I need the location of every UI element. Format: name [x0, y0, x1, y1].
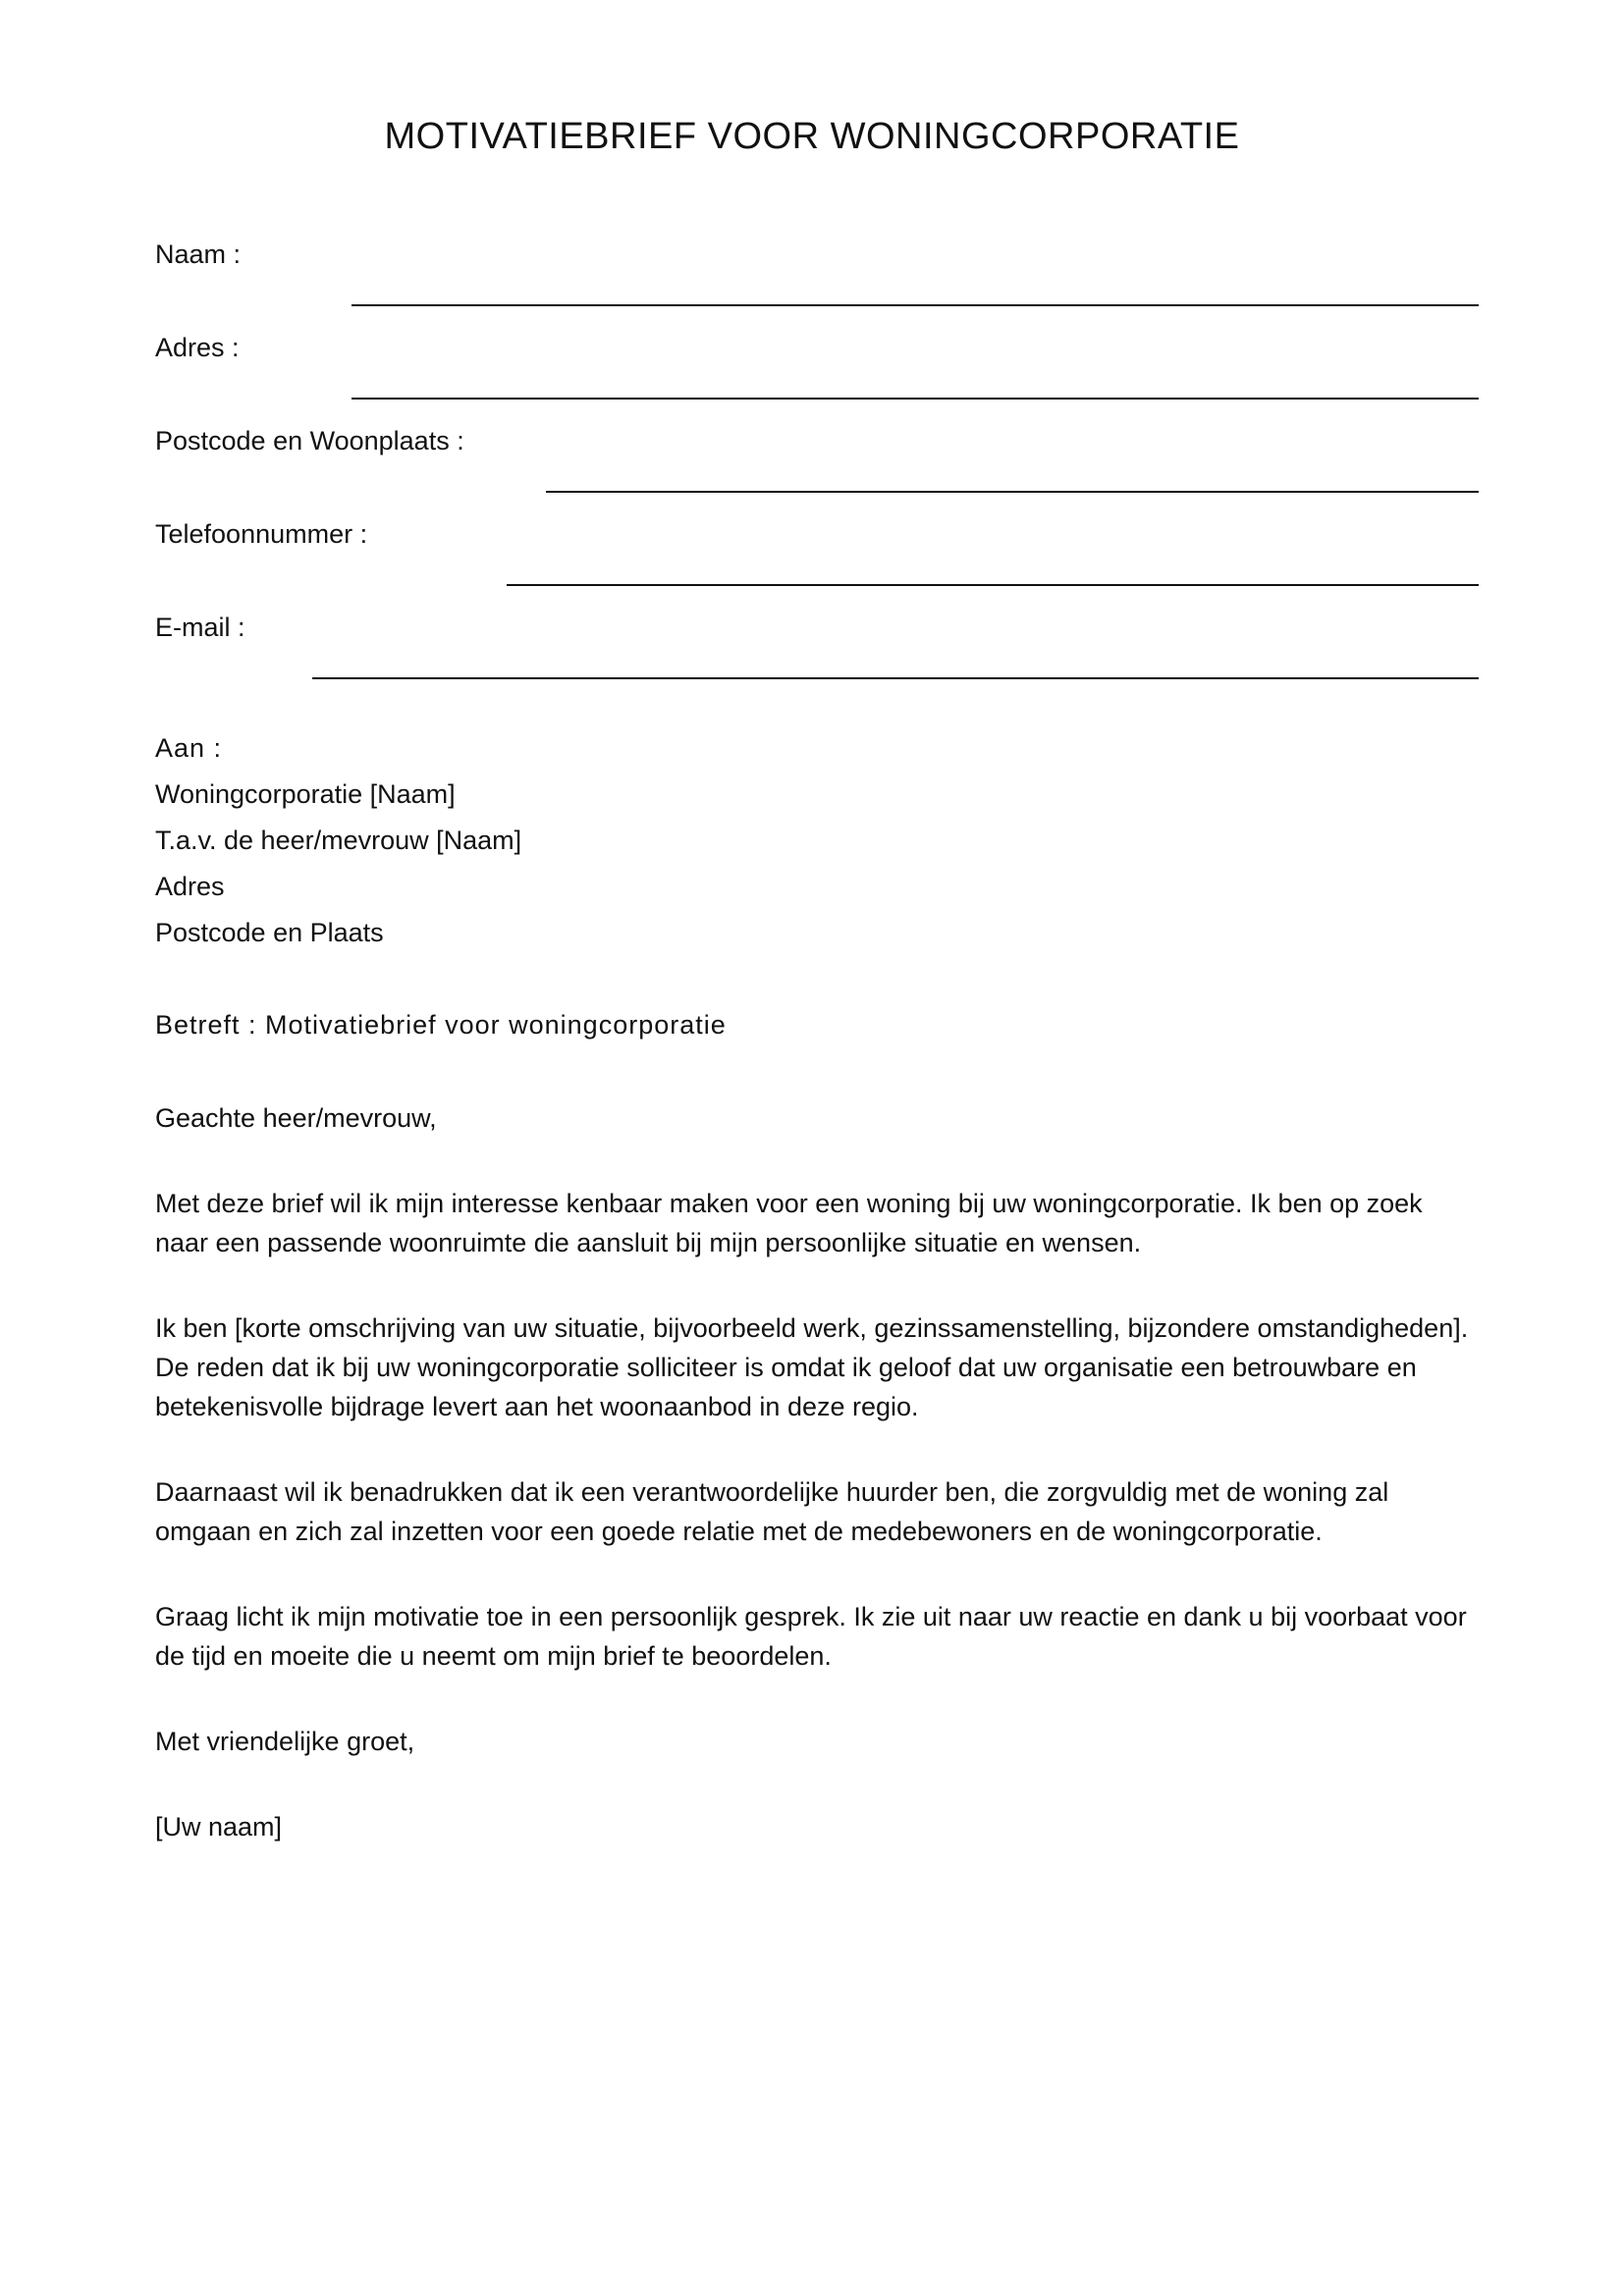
recipient-corporatie: Woningcorporatie [Naam]: [155, 779, 456, 809]
signature: [Uw naam]: [155, 1812, 283, 1842]
field-telefoon: [155, 519, 1479, 562]
recipient-adres: Adres: [155, 872, 225, 901]
field-email-line[interactable]: [312, 644, 1479, 679]
field-postcode-line[interactable]: [546, 457, 1479, 493]
field-adres: [155, 333, 1479, 376]
paragraph-4: [155, 1597, 1479, 1676]
field-postcode: [155, 426, 1479, 469]
recipient-postcode: Postcode en Plaats: [155, 918, 384, 947]
recipient-tav: T.a.v. de heer/mevrouw [Naam]: [155, 826, 522, 855]
field-adres-line[interactable]: [352, 364, 1479, 400]
paragraph-2: [155, 1308, 1479, 1426]
field-telefoon-label: Telefoonnummer :: [155, 519, 368, 549]
closing: Met vriendelijke groet,: [155, 1727, 415, 1756]
field-telefoon-line[interactable]: [507, 551, 1479, 586]
field-naam: [155, 240, 1479, 283]
field-email: [155, 613, 1479, 656]
field-naam-label: Naam :: [155, 240, 242, 269]
subject-line: Betreft : Motivatiebrief voor woningcorporatie: [155, 1010, 727, 1040]
field-postcode-label: Postcode en Woonplaats :: [155, 426, 464, 455]
paragraph-text: Daarnaast wil ik benadrukken dat ik een verantwoordelijke huurder ben, die zorgvuldig met de woning zal omgaan en zich zal inzetten voor een goede relatie met de medebewoners en de woningcorporatie.: [155, 1477, 1389, 1546]
paragraph-text: Ik ben [korte omschrijving van uw situatie, bijvoorbeeld werk, gezinssamenstelling, bijzondere omstandigheden]. De reden dat ik bij uw woningcorporatie solliciteer is omdat ik geloof dat uw organisatie een betrouwbare en betekenisvolle bijdrage levert aan het woonaanbod in deze regio.: [155, 1313, 1469, 1421]
field-naam-line[interactable]: [352, 271, 1479, 306]
salutation: Geachte heer/mevrouw,: [155, 1103, 437, 1133]
recipient-aan: Aan :: [155, 733, 223, 763]
recipient-block: [155, 725, 1479, 956]
paragraph-1: [155, 1184, 1479, 1262]
field-email-label: E-mail :: [155, 613, 245, 642]
field-adres-label: Adres :: [155, 333, 240, 362]
paragraph-text: Graag licht ik mijn motivatie toe in een persoonlijk gesprek. Ik zie uit naar uw reactie en dank u bij voorbaat voor de tijd en moeite die u neemt om mijn brief te beoordelen.: [155, 1602, 1467, 1671]
paragraph-text: Met deze brief wil ik mijn interesse kenbaar maken voor een woning bij uw woningcorporatie. Ik ben op zoek naar een passende woonruimte die aansluit bij mijn persoonlijke situatie en wensen.: [155, 1189, 1423, 1257]
paragraph-3: [155, 1472, 1479, 1551]
page-title: MOTIVATIEBRIEF VOOR WONINGCORPORATIE: [384, 116, 1240, 157]
